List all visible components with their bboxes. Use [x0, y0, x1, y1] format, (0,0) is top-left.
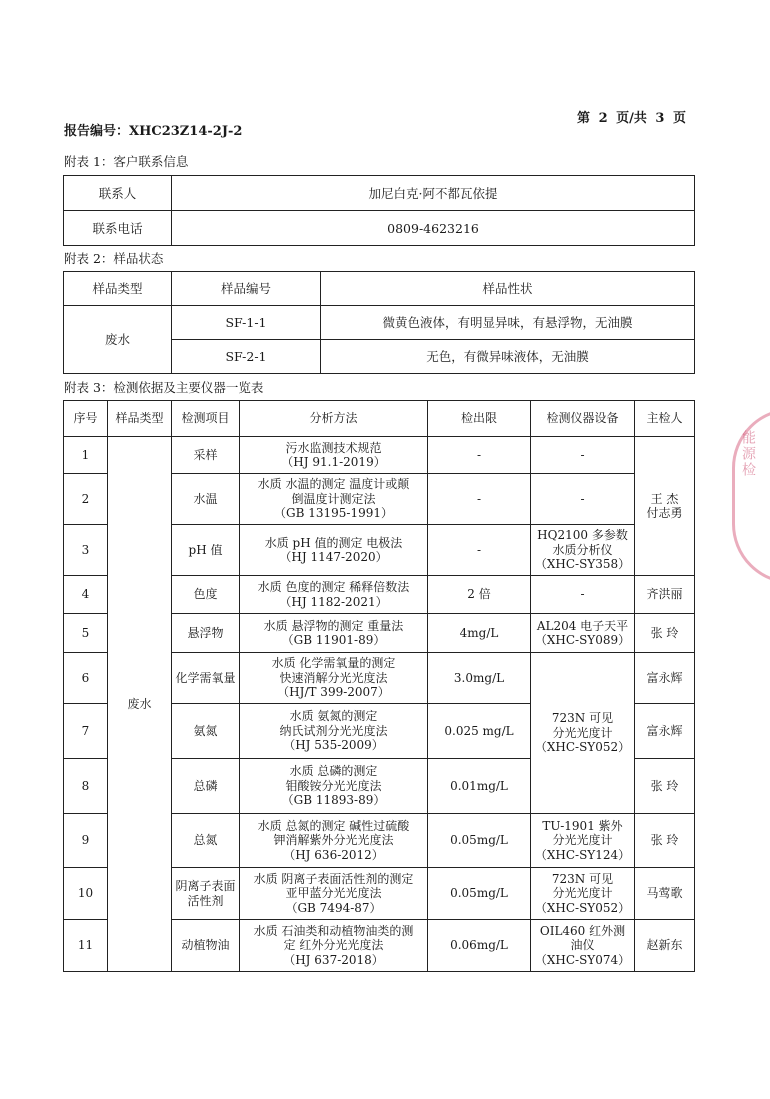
method-cell: 水质 氨氮的测定 纳氏试剂分光光度法 （HJ 535-2009）: [240, 704, 428, 759]
method-cell: 水质 总磷的测定 钼酸铵分光光度法 （GB 11893-89）: [240, 759, 428, 814]
device-cell: -: [531, 474, 635, 525]
row-no: 1: [64, 437, 108, 474]
inspector-cell: 赵新东: [635, 920, 695, 972]
table1-caption: 附表 1：客户联系信息: [64, 154, 189, 169]
device-cell: AL204 电子天平 （XHC-SY089）: [531, 614, 635, 653]
limit-cell: -: [428, 525, 531, 576]
sample-desc-cell: 微黄色液体，有明显异味，有悬浮物，无油膜: [321, 306, 695, 340]
inspector-cell: 张 玲: [635, 614, 695, 653]
sample-desc-cell: 无色，有微异味液体，无油膜: [321, 340, 695, 374]
item-cell: 阴离子表面 活性剂: [172, 868, 240, 920]
phone-value: 0809-4623216: [172, 211, 695, 246]
header-cell: 检测项目: [172, 401, 240, 437]
limit-cell: 0.06mg/L: [428, 920, 531, 972]
header-cell: 主检人: [635, 401, 695, 437]
method-cell: 水质 化学需氧量的测定 快速消解分光光度法 （HJ/T 399-2007）: [240, 653, 428, 704]
client-contact-table: [63, 175, 695, 246]
limit-cell: 0.05mg/L: [428, 814, 531, 868]
sample-type-cell: 废水: [64, 306, 172, 374]
header-cell: 样品编号: [172, 272, 321, 306]
method-cell: 水质 色度的测定 稀释倍数法 （HJ 1182-2021）: [240, 576, 428, 614]
row-no: 11: [64, 920, 108, 972]
contact-label: 联系人: [64, 176, 172, 211]
method-cell: 水质 总氮的测定 碱性过硫酸 钾消解紫外分光光度法 （HJ 636-2012）: [240, 814, 428, 868]
row-no: 8: [64, 759, 108, 814]
sample-id-cell: SF-2-1: [172, 340, 321, 374]
table3-caption: 附表 3：检测依据及主要仪器一览表: [64, 380, 264, 395]
row-no: 9: [64, 814, 108, 868]
row-no: 6: [64, 653, 108, 704]
item-cell: 氨氮: [172, 704, 240, 759]
device-cell: OIL460 红外测 油仪 （XHC-SY074）: [531, 920, 635, 972]
method-cell: 水质 pH 值的测定 电极法 （HJ 1147-2020）: [240, 525, 428, 576]
device-cell: -: [531, 576, 635, 614]
device-cell: HQ2100 多参数 水质分析仪 （XHC-SY358）: [531, 525, 635, 576]
header-cell: 样品性状: [321, 272, 695, 306]
header-cell: 样品类型: [64, 272, 172, 306]
contact-value: 加尼白克·阿不都瓦依提: [172, 176, 695, 211]
inspector-cell: 齐洪丽: [635, 576, 695, 614]
item-cell: 水温: [172, 474, 240, 525]
sample-id-cell: SF-1-1: [172, 306, 321, 340]
phone-label: 联系电话: [64, 211, 172, 246]
device-cell: TU-1901 紫外 分光光度计 （XHC-SY124）: [531, 814, 635, 868]
header-cell: 检出限: [428, 401, 531, 437]
table-header-row: [64, 401, 695, 437]
limit-cell: 4mg/L: [428, 614, 531, 653]
device-cell: -: [531, 437, 635, 474]
limit-cell: 0.01mg/L: [428, 759, 531, 814]
item-cell: 总氮: [172, 814, 240, 868]
table-row: [64, 437, 695, 474]
table-header-row: [64, 272, 695, 306]
item-cell: 化学需氧量: [172, 653, 240, 704]
item-cell: 动植物油: [172, 920, 240, 972]
table2-caption: 附表 2：样品状态: [64, 251, 164, 266]
inspector-cell: 富永辉: [635, 704, 695, 759]
table-row: [64, 306, 695, 340]
header-cell: 分析方法: [240, 401, 428, 437]
limit-cell: 0.05mg/L: [428, 868, 531, 920]
item-cell: 总磷: [172, 759, 240, 814]
seal-stamp-text: 能源检: [740, 430, 756, 478]
inspector-cell: 马莺歌: [635, 868, 695, 920]
inspector-cell: 富永辉: [635, 653, 695, 704]
header-cell: 序号: [64, 401, 108, 437]
row-no: 3: [64, 525, 108, 576]
device-cell: 723N 可见 分光光度计 （XHC-SY052）: [531, 868, 635, 920]
limit-cell: -: [428, 437, 531, 474]
inspector-cell: 王 杰 付志勇: [635, 437, 695, 576]
limit-cell: 2 倍: [428, 576, 531, 614]
row-no: 4: [64, 576, 108, 614]
item-cell: pH 值: [172, 525, 240, 576]
method-instrument-table: [63, 400, 695, 972]
shared-device-cell: 723N 可见 分光光度计 （XHC-SY052）: [531, 653, 635, 814]
report-number: 报告编号：XHC23Z14-2J-2: [64, 124, 243, 139]
table-row: [64, 211, 695, 246]
row-no: 2: [64, 474, 108, 525]
row-no: 5: [64, 614, 108, 653]
row-no: 7: [64, 704, 108, 759]
item-cell: 采样: [172, 437, 240, 474]
method-cell: 水质 水温的测定 温度计或颠 倒温度计测定法 （GB 13195-1991）: [240, 474, 428, 525]
method-cell: 污水监测技术规范 （HJ 91.1-2019）: [240, 437, 428, 474]
inspector-cell: 张 玲: [635, 759, 695, 814]
table-row: [64, 176, 695, 211]
header-cell: 检测仪器设备: [531, 401, 635, 437]
sample-status-table: [63, 271, 695, 374]
item-cell: 悬浮物: [172, 614, 240, 653]
method-cell: 水质 悬浮物的测定 重量法 （GB 11901-89）: [240, 614, 428, 653]
row-no: 10: [64, 868, 108, 920]
method-cell: 水质 阴离子表面活性剂的测定 亚甲蓝分光光度法 （GB 7494-87）: [240, 868, 428, 920]
sample-type-cell: 废水: [108, 437, 172, 972]
page-number: 第 2 页/共 3 页: [577, 111, 686, 126]
method-cell: 水质 石油类和动植物油类的测 定 红外分光光度法 （HJ 637-2018）: [240, 920, 428, 972]
inspector-cell: 张 玲: [635, 814, 695, 868]
limit-cell: 0.025 mg/L: [428, 704, 531, 759]
item-cell: 色度: [172, 576, 240, 614]
limit-cell: -: [428, 474, 531, 525]
limit-cell: 3.0mg/L: [428, 653, 531, 704]
header-cell: 样品类型: [108, 401, 172, 437]
